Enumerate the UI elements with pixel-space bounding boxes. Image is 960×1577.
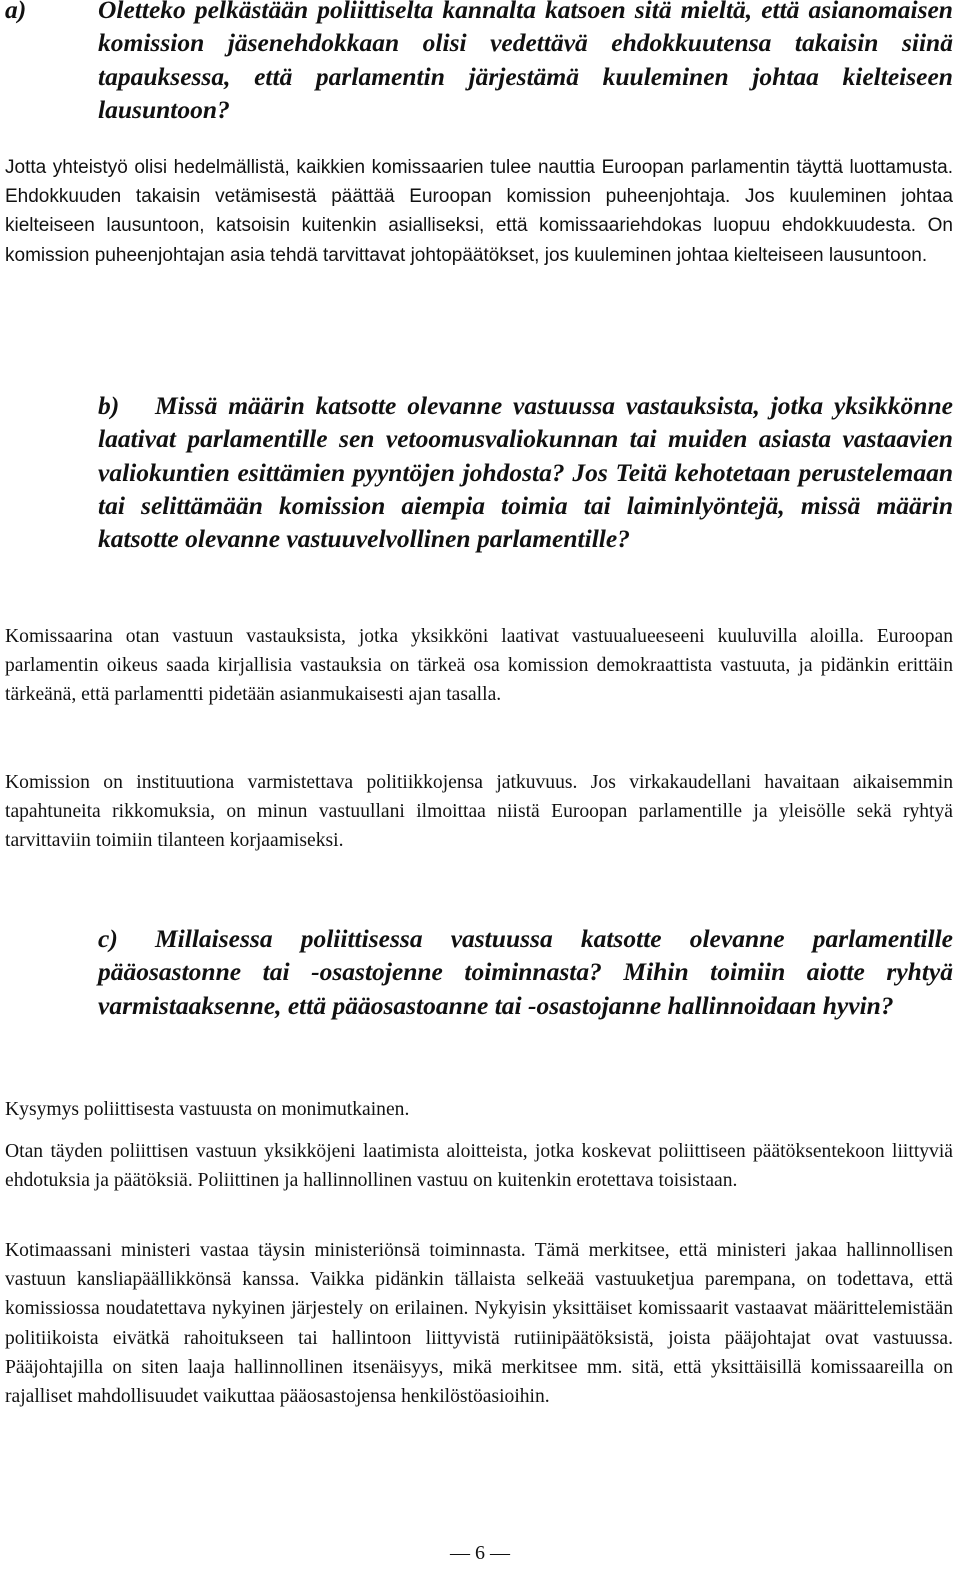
page-number: — 6 —	[450, 1542, 510, 1564]
answer-c-paragraph-1: Kysymys poliittisesta vastuusta on monimutkainen.	[5, 1099, 410, 1120]
answer-c-paragraph-2: Otan täyden poliittisen vastuun yksikköjeni laatimista aloitteista, jotka koskevat poliittiseen päätöksentekoon liittyviä ehdotuksia ja päätöksiä. Poliittinen ja hallinnollinen vastuu on kuitenkin erotettava toisistaan.	[5, 1141, 953, 1192]
question-c	[5, 922, 953, 1022]
question-b	[5, 389, 953, 555]
answer-a-paragraph: Jotta yhteistyö olisi hedelmällistä, kaikkien komissaarien tulee nauttia Euroopan parlamentin täyttä luottamusta. Ehdokkuuden takaisin vetämisestä päättää Euroopan komission puheenjohtaja. Jos kuuleminen johtaa kielteiseen lausuntoon, katsoisin kuitenkin asialliseksi, että komissaariehdokas luopuu ehdokkuudesta. On komission puheenjohtajan asia tehdä tarvittavat johtopäätökset, jos kuuleminen johtaa kielteiseen lausuntoon.	[5, 157, 953, 266]
question-c-label: c)	[98, 924, 118, 953]
question-a-text: Oletteko pelkästään poliittiselta kannalta katsoen sitä mieltä, että asianomaisen komission jäsenehdokkaan olisi vedettävä ehdokkuutensa takaisin siinä tapauksessa, että parlamentin järjestämä kuuleminen johtaa kielteiseen lausuntoon?	[98, 0, 953, 124]
answer-b-paragraph-2: Komission on instituutiona varmistettava politiikkojensa jatkuvuus. Jos virkakaudellani havaitaan aikaisemmin tapahtuneita rikkomuksia, on minun vastuullani ilmoittaa niistä Euroopan parlamentille ja yleisölle sekä ryhtyä tarvittaviin toimiin tilanteen korjaamiseksi.	[5, 772, 953, 852]
answer-b-paragraph-1: Komissaarina otan vastuun vastauksista, jotka yksikköni laativat vastuualueeseeni kuuluvilla aloilla. Euroopan parlamentin oikeus saada kirjallisia vastauksia on tärkeä osa komission demokraattista vastuuta, ja pidänkin erittäin tärkeänä, että parlamentti pidetään asianmukaisesti ajan tasalla.	[5, 626, 953, 706]
question-a	[5, 0, 953, 126]
question-a-label: a)	[5, 0, 27, 24]
question-c-text: Millaisessa poliittisessa vastuussa katsotte olevanne parlamentille pääosastonne tai -osastojenne toiminnasta? Mihin toimiin aiotte ryhtyä varmistaaksenne, että pääosastoanne tai -osastojanne hallinnoidaan hyvin?	[98, 924, 953, 1020]
answer-c-paragraph-3: Kotimaassani ministeri vastaa täysin ministeriönsä toiminnasta. Tämä merkitsee, että ministeri jakaa hallinnollisen vastuun kansliapäällikkönsä kanssa. Vaikka pidänkin tällaista selkeää vastuuketjua parempana, on todettava, että komissiossa noudatettava nykyinen järjestely on erilainen. Nykyisin yksittäiset komissaarit vastaavat määrittelemistään politiikoista eivätkä rahoitukseen tai hallintoon liittyvistä rutiinipäätöksistä, joista pääjohtajat ovat vastuussa. Pääjohtajilla on siten laaja hallinnollinen itsenäisyys, mikä merkitsee mm. sitä, että yksittäisillä komissaareilla on rajalliset mahdollisuudet vaikuttaa pääosastojensa henkilöstöasioihin.	[5, 1240, 953, 1408]
question-b-label: b)	[98, 391, 120, 420]
question-b-text: Missä määrin katsotte olevanne vastuussa vastauksista, jotka yksikkönne laativat parlamentille sen vetoomusvaliokunnan tai muiden asiasta vastaavien valiokuntien esittämien pyyntöjen johdosta? Jos Teitä kehotetaan perustelemaan tai selittämään komission aiempia toimia tai laiminlyöntejä, missä määrin katsotte olevanne vastuuvelvollinen parlamentille?	[98, 391, 953, 554]
